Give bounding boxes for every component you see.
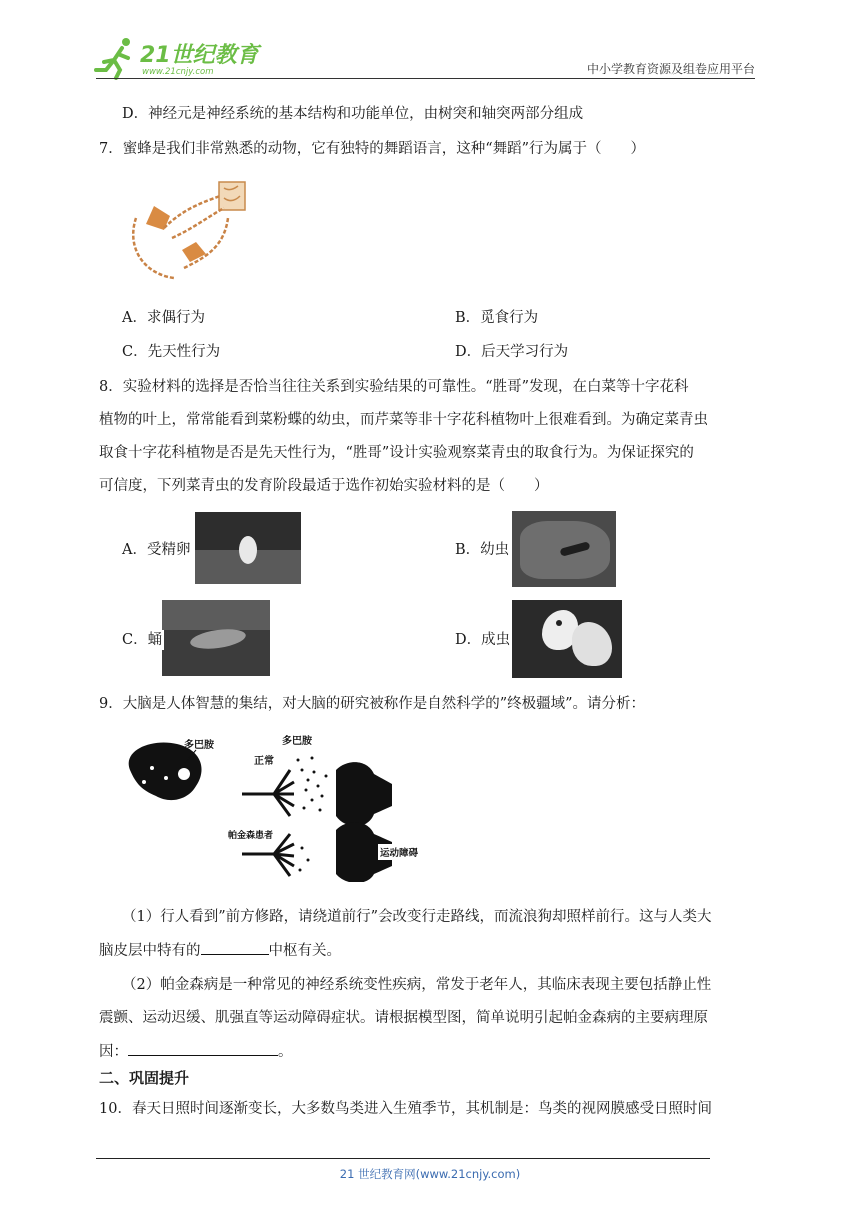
logo-text: 21世纪教育 <box>140 43 259 68</box>
q9-sub1-answer-blank[interactable] <box>201 940 269 955</box>
dance-path <box>133 196 228 278</box>
footer-text[interactable]: 21 世纪教育网(www.21cnjy.com) <box>339 1167 521 1181</box>
dopamine-dots <box>297 757 328 812</box>
q9-sub1-text-after-blank: 中枢有关。 <box>268 943 341 959</box>
q9-sub2-line-2: 震颤、运动迟缓、肌强直等运动障碍症状。请根据模型图，简单说明引起帕金森病的主要病理原 <box>99 1010 708 1026</box>
normal-receptor-neuron <box>336 762 392 826</box>
q10-stem-line-1: 10．春天日照时间逐渐变长，大多数鸟类进入生殖季节，其机制是：鸟类的视网膜感受日照时间 <box>99 1101 712 1117</box>
q9-stem: 9．大脑是人体智慧的集结，对大脑的研究被称作是自然科学的”终极疆域”。请分析： <box>99 696 646 712</box>
adult-butterfly-photo <box>512 600 622 678</box>
q9-sub2-text-after-blank: 。 <box>278 1044 293 1060</box>
label-parkinson-patient: 帕金森患者 <box>228 831 274 841</box>
logo-url: www.21cnjy.com <box>142 67 214 77</box>
egg-shape <box>239 536 257 564</box>
dopamine-model-figure <box>122 730 432 882</box>
label-motor-disorder: 运动障碍 <box>380 848 419 859</box>
bee-dance-figure <box>124 178 254 290</box>
normal-axon-terminal <box>242 770 294 816</box>
platform-name: 中小学教育资源及组卷应用平台 <box>586 62 755 76</box>
q8-stem-line-3: 取食十字花科植物是否是先天性行为，“胜哥”设计实验观察菜青虫的取食行为。为保证探究的 <box>99 445 694 461</box>
q8-option-c[interactable]: C．蛹 <box>122 632 163 648</box>
pupa-shape <box>189 626 247 652</box>
label-dopamine-1: 多巴胺 <box>184 740 214 751</box>
q7-option-c[interactable]: C．先天性行为 <box>122 344 221 360</box>
q8-stem-line-1: 8．实验材料的选择是否恰当往往关系到实验结果的可靠性。“胜哥”发现，在白菜等十字花科 <box>99 379 689 395</box>
q9-sub1-text-before-blank: 脑皮层中特有的 <box>99 943 201 959</box>
q7-stem: 7．蜜蜂是我们非常熟悉的动物，它有独特的舞蹈语言，这种“舞蹈”行为属于（ ） <box>99 141 646 157</box>
q8-option-b[interactable]: B．幼虫 <box>455 542 510 558</box>
honeycomb-box <box>219 182 245 210</box>
q6-option-d: D．神经元是神经系统的基本结构和功能单位，由树突和轴突两部分组成 <box>122 106 584 122</box>
label-dopamine-2: 多巴胺 <box>282 736 312 747</box>
pupa-photo <box>162 600 270 676</box>
q9-sub1-line-1: （1）行人看到”前方修路，请绕道前行”会改变行走路线，而流浪狗却照样前行。这与人类大 <box>122 909 712 925</box>
q9-sub2-line-1: （2）帕金森病是一种常见的神经系统变性疾病，常发于老年人，其临床表现主要包括静止性 <box>122 977 712 993</box>
q8-stem-line-4: 可信度，下列菜青虫的发育阶段最适于选作初始实验材料的是（ ） <box>99 478 549 494</box>
q7-option-d[interactable]: D．后天学习行为 <box>455 344 569 360</box>
footer-divider <box>96 1158 710 1159</box>
q8-stem-line-2: 植物的叶上，常常能看到菜粉蝶的幼虫，而芹菜等非十字花科植物叶上很难看到。为确定菜青虫 <box>99 412 708 428</box>
brain-region-shape <box>129 742 202 800</box>
q8-option-d[interactable]: D．成虫 <box>455 632 511 648</box>
q7-option-a[interactable]: A．求偶行为 <box>122 310 205 326</box>
q9-sub2-line-3 <box>99 1041 293 1062</box>
label-normal: 正常 <box>254 756 274 767</box>
q8-option-a[interactable]: A．受精卵 <box>122 542 191 558</box>
q9-sub2-text-before-blank: 因： <box>99 1044 128 1060</box>
runner-icon <box>96 38 130 78</box>
header-divider <box>96 78 755 79</box>
q7-option-b[interactable]: B．觅食行为 <box>455 310 539 326</box>
section-title: 二、巩固提升 <box>99 1069 190 1087</box>
egg-photo <box>195 512 301 584</box>
q9-sub1-line-2 <box>99 940 341 961</box>
q9-sub2-answer-blank[interactable] <box>128 1041 278 1056</box>
site-logo <box>92 36 262 80</box>
larva-photo <box>512 511 616 587</box>
